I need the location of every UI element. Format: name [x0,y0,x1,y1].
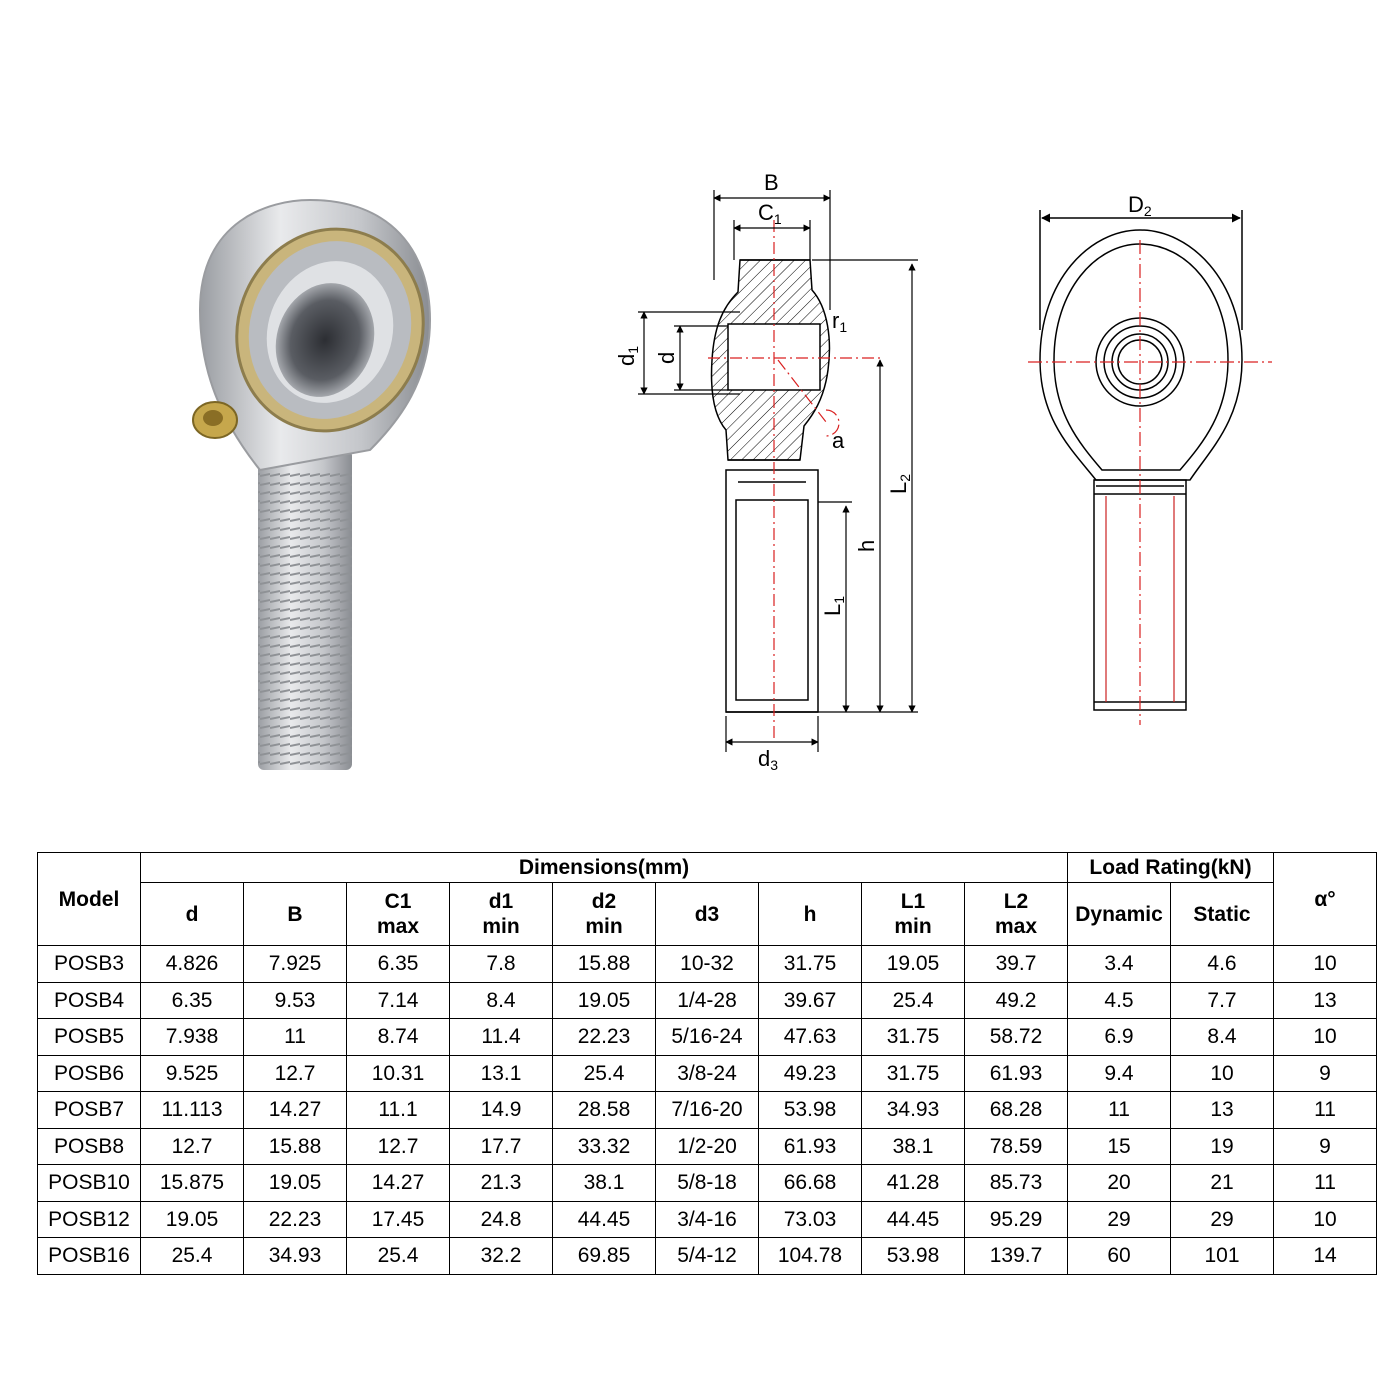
table-cell: 8.4 [450,982,553,1019]
table-cell: 69.85 [553,1238,656,1275]
table-cell: 29 [1068,1201,1171,1238]
table-cell: 9.4 [1068,1055,1171,1092]
table-cell: 49.2 [965,982,1068,1019]
table-cell: 104.78 [759,1238,862,1275]
table-cell: 6.9 [1068,1019,1171,1056]
table-cell: 10 [1171,1055,1274,1092]
table-cell: 47.63 [759,1019,862,1056]
rod-end-head [200,200,451,470]
table-cell: 7.925 [244,946,347,983]
spec-table-body [38,946,1377,1275]
table-cell: 39.67 [759,982,862,1019]
table-cell: 11.4 [450,1019,553,1056]
table-cell: 22.23 [244,1201,347,1238]
table-cell: 1/4-28 [656,982,759,1019]
table-cell: 22.23 [553,1019,656,1056]
table-cell: 4.5 [1068,982,1171,1019]
label-c1: C1 [758,200,782,227]
table-cell: 1/2-20 [656,1128,759,1165]
grease-nipple [193,402,237,438]
table-cell: 11 [1068,1092,1171,1129]
table-cell: 12.7 [244,1055,347,1092]
header-static: Static [1171,883,1274,946]
table-cell: 10-32 [656,946,759,983]
table-cell: 4.826 [141,946,244,983]
table-cell: 41.28 [862,1165,965,1202]
model-cell: POSB12 [38,1201,141,1238]
model-cell: POSB10 [38,1165,141,1202]
header-h: h [759,883,862,946]
table-cell: 38.1 [862,1128,965,1165]
table-cell: 85.73 [965,1165,1068,1202]
table-row [38,1128,1377,1165]
label-d: d [654,351,679,364]
table-row [38,1238,1377,1275]
table-cell: 61.93 [965,1055,1068,1092]
spec-table [37,852,1377,1275]
table-cell: 5/4-12 [656,1238,759,1275]
model-cell: POSB7 [38,1092,141,1129]
header-d: d [141,883,244,946]
table-cell: 38.1 [553,1165,656,1202]
table-cell: 7.14 [347,982,450,1019]
table-cell: 9.53 [244,982,347,1019]
label-d1: d1 [614,345,641,366]
table-cell: 3.4 [1068,946,1171,983]
table-cell: 15.875 [141,1165,244,1202]
table-cell: 15.88 [553,946,656,983]
table-cell: 101 [1171,1238,1274,1275]
table-cell: 78.59 [965,1128,1068,1165]
table-cell: 28.58 [553,1092,656,1129]
label-d3: d3 [758,746,779,773]
table-cell: 7.8 [450,946,553,983]
header-dimensions: Dimensions(mm) [141,853,1068,883]
table-cell: 32.2 [450,1238,553,1275]
table-cell: 139.7 [965,1238,1068,1275]
table-cell: 31.75 [759,946,862,983]
table-cell: 15.88 [244,1128,347,1165]
table-cell: 20 [1068,1165,1171,1202]
table-cell: 95.29 [965,1201,1068,1238]
header-d1: d1 min [450,883,553,946]
table-cell: 44.45 [862,1201,965,1238]
table-cell: 15 [1068,1128,1171,1165]
table-cell: 39.7 [965,946,1068,983]
table-cell: 6.35 [347,946,450,983]
table-cell: 10 [1274,1201,1377,1238]
table-cell: 10 [1274,946,1377,983]
table-row [38,982,1377,1019]
table-cell: 25.4 [862,982,965,1019]
table-cell: 11 [1274,1165,1377,1202]
table-cell: 10.31 [347,1055,450,1092]
table-cell: 19.05 [141,1201,244,1238]
table-cell: 11 [1274,1092,1377,1129]
header-l2: L2 max [965,883,1068,946]
table-cell: 7.938 [141,1019,244,1056]
table-cell: 66.68 [759,1165,862,1202]
header-alpha: α° [1274,853,1377,946]
table-cell: 34.93 [244,1238,347,1275]
table-cell: 73.03 [759,1201,862,1238]
rod-end-photo [160,180,460,780]
table-cell: 25.4 [141,1238,244,1275]
table-cell: 33.32 [553,1128,656,1165]
table-cell: 60 [1068,1238,1171,1275]
table-row [38,1092,1377,1129]
table-cell: 9 [1274,1055,1377,1092]
header-d3: d3 [656,883,759,946]
header-load-rating: Load Rating(kN) [1068,853,1274,883]
table-cell: 7.7 [1171,982,1274,1019]
table-cell: 10 [1274,1019,1377,1056]
table-cell: 13.1 [450,1055,553,1092]
table-cell: 13 [1274,982,1377,1019]
label-l2: L2 [886,473,913,494]
table-cell: 24.8 [450,1201,553,1238]
model-cell: POSB3 [38,946,141,983]
table-cell: 68.28 [965,1092,1068,1129]
table-cell: 9 [1274,1128,1377,1165]
label-h: h [854,539,879,552]
table-cell: 12.7 [141,1128,244,1165]
table-cell: 19.05 [862,946,965,983]
table-cell: 8.4 [1171,1019,1274,1056]
table-cell: 4.6 [1171,946,1274,983]
table-cell: 25.4 [347,1238,450,1275]
label-l1: L1 [820,595,847,616]
header-dynamic: Dynamic [1068,883,1171,946]
table-cell: 19 [1171,1128,1274,1165]
table-cell: 34.93 [862,1092,965,1129]
table-cell: 5/16-24 [656,1019,759,1056]
table-cell: 11.1 [347,1092,450,1129]
table-cell: 17.7 [450,1128,553,1165]
header-c1: C1 max [347,883,450,946]
table-cell: 58.72 [965,1019,1068,1056]
header-l1: L1 min [862,883,965,946]
table-row [38,946,1377,983]
header-b: B [244,883,347,946]
front-view-drawing [1010,180,1300,740]
table-cell: 25.4 [553,1055,656,1092]
table-cell: 5/8-18 [656,1165,759,1202]
table-cell: 21 [1171,1165,1274,1202]
header-d2: d2 min [553,883,656,946]
table-cell: 53.98 [862,1238,965,1275]
model-cell: POSB5 [38,1019,141,1056]
table-cell: 14.27 [244,1092,347,1129]
table-cell: 49.23 [759,1055,862,1092]
header-model: Model [38,853,141,946]
table-cell: 19.05 [244,1165,347,1202]
table-cell: 12.7 [347,1128,450,1165]
table-cell: 3/4-16 [656,1201,759,1238]
table-cell: 13 [1171,1092,1274,1129]
table-cell: 44.45 [553,1201,656,1238]
model-cell: POSB8 [38,1128,141,1165]
table-cell: 14.9 [450,1092,553,1129]
table-cell: 7/16-20 [656,1092,759,1129]
table-cell: 31.75 [862,1055,965,1092]
table-cell: 11 [244,1019,347,1056]
table-cell: 29 [1171,1201,1274,1238]
table-cell: 9.525 [141,1055,244,1092]
table-cell: 53.98 [759,1092,862,1129]
table-cell: 19.05 [553,982,656,1019]
table-cell: 11.113 [141,1092,244,1129]
label-r1: r1 [832,308,848,335]
side-section-drawing [600,160,930,780]
table-cell: 6.35 [141,982,244,1019]
table-cell: 14 [1274,1238,1377,1275]
model-cell: POSB4 [38,982,141,1019]
table-row [38,1019,1377,1056]
table-cell: 8.74 [347,1019,450,1056]
table-cell: 61.93 [759,1128,862,1165]
table-cell: 21.3 [450,1165,553,1202]
table-cell: 31.75 [862,1019,965,1056]
table-cell: 14.27 [347,1165,450,1202]
table-row [38,1055,1377,1092]
threaded-shank [258,450,352,770]
table-cell: 3/8-24 [656,1055,759,1092]
label-a: a [832,428,845,453]
table-row [38,1201,1377,1238]
label-d2: D2 [1128,192,1152,219]
model-cell: POSB6 [38,1055,141,1092]
model-cell: POSB16 [38,1238,141,1275]
table-cell: 17.45 [347,1201,450,1238]
table-row [38,1165,1377,1202]
label-b: B [764,170,779,195]
